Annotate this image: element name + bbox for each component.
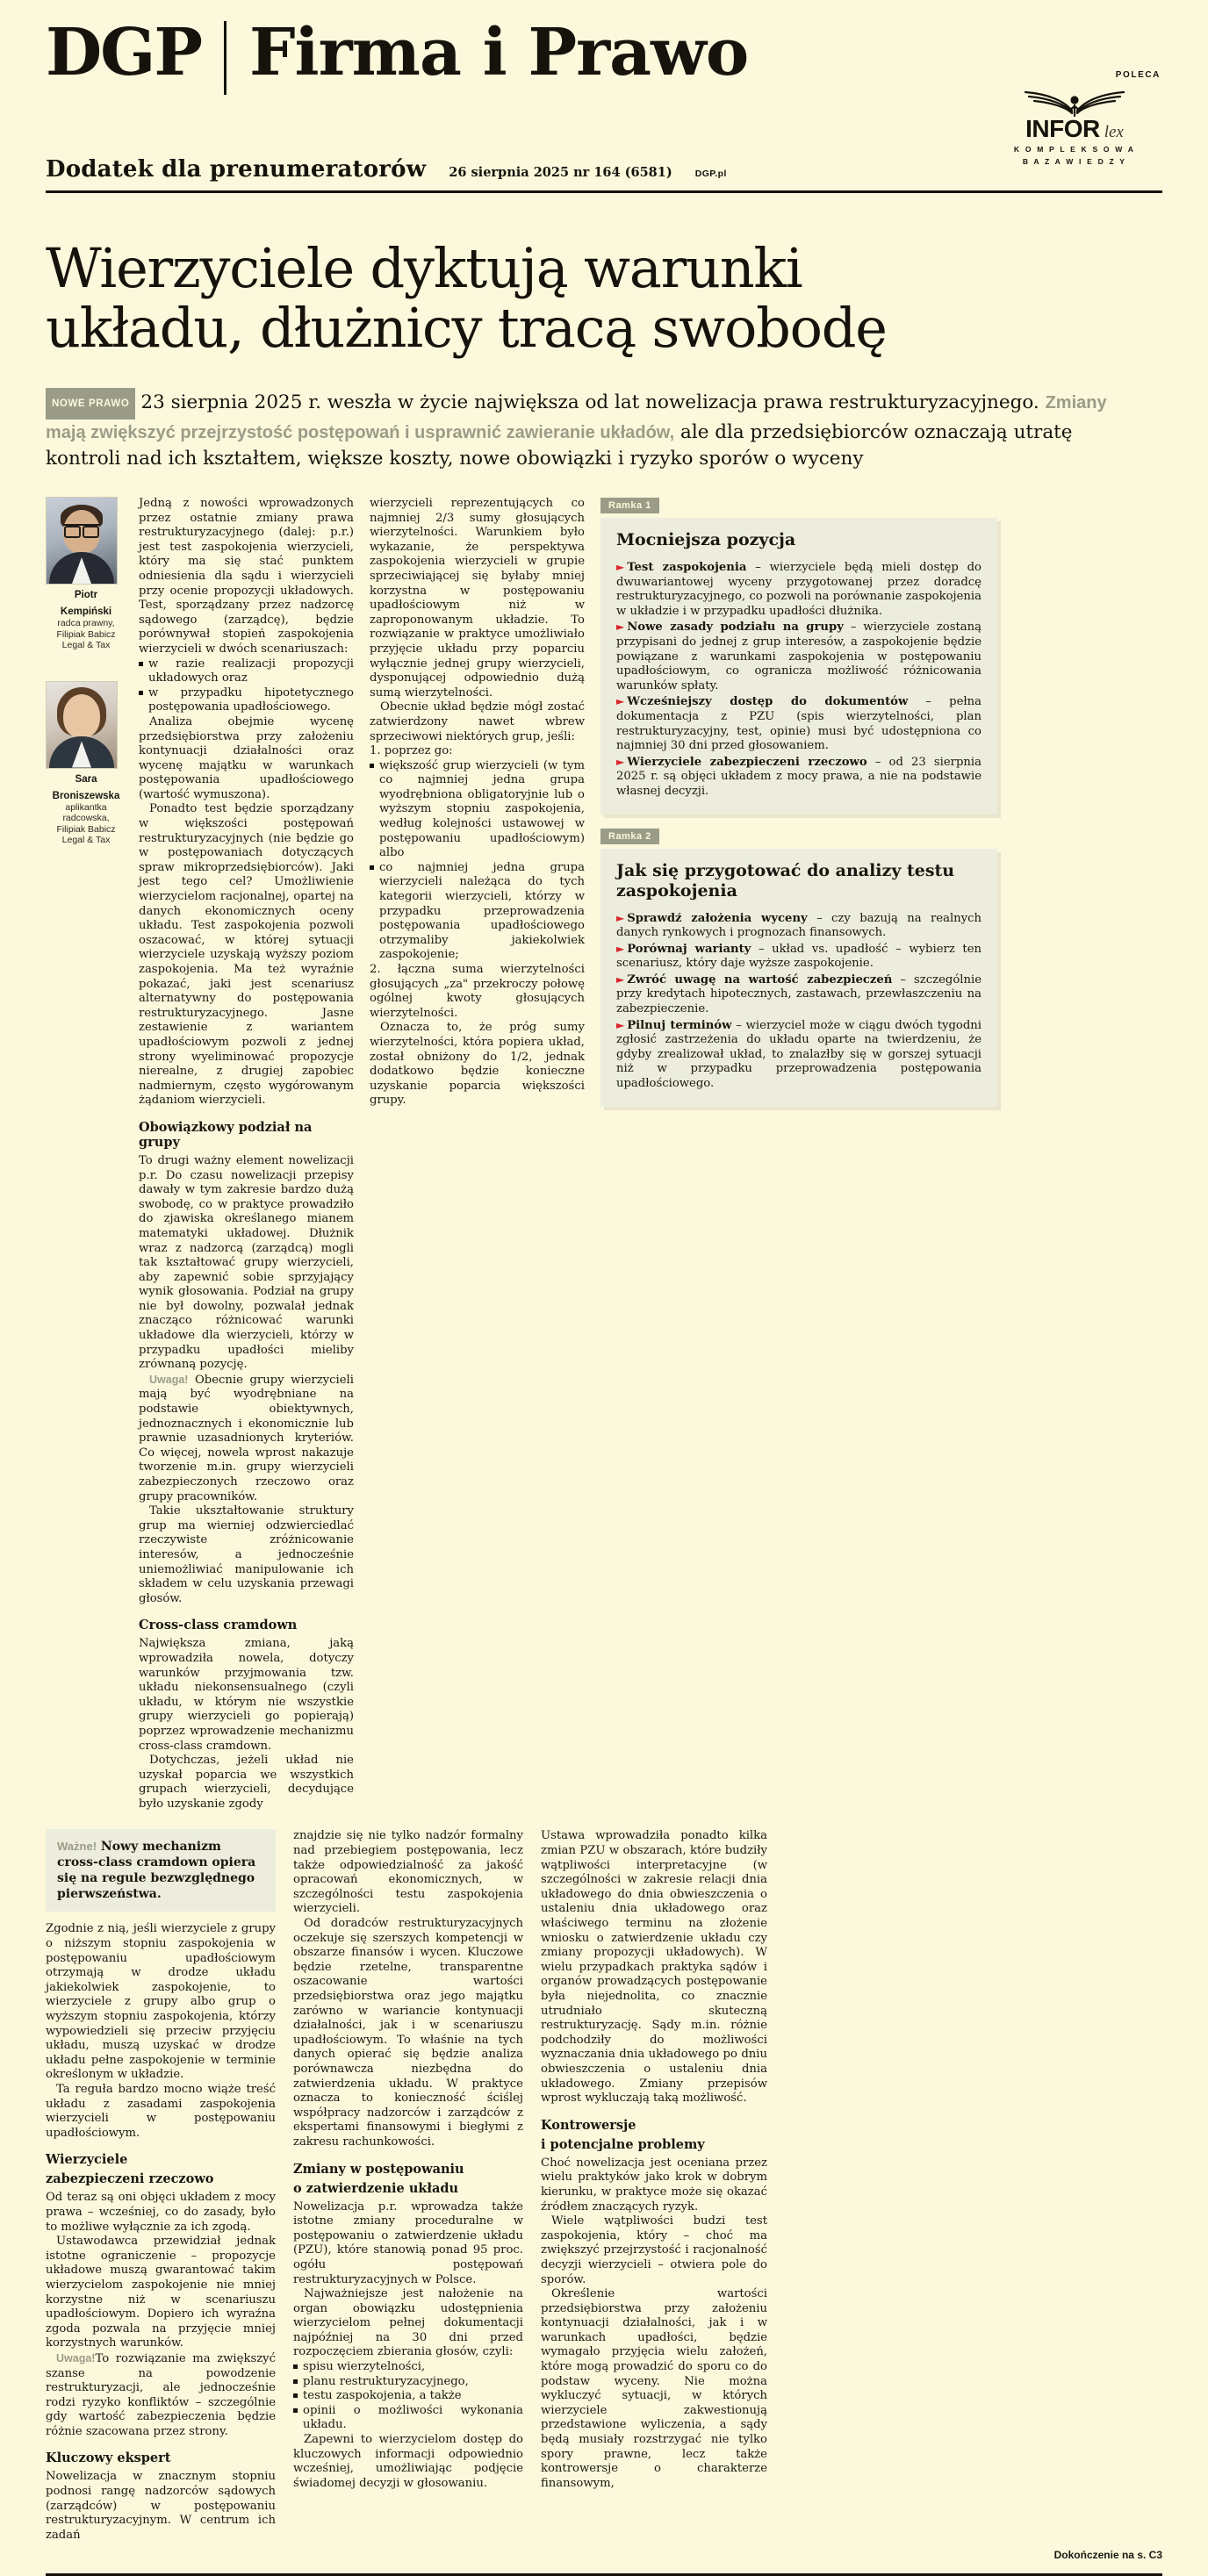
bullet-icon — [370, 764, 374, 768]
paragraph: Obecnie układ będzie mógł zostać zatwierdzony nawet wbrew sprzeciwowi niektórych grup, jeśli: — [370, 700, 585, 743]
section-heading-line2: zabezpieczeni rzeczowo — [46, 2171, 214, 2187]
box-item-text: – wierzyciele zostaną przypisani do jednej z grup interesów, a zaspokojenie będzie powiązane z warunkami zaspokojenia w postępowaniu upadłościowym, co ogranicza możliwość różnicowania warunków spłaty. — [616, 621, 982, 692]
arrow-right-icon: ► — [616, 911, 625, 924]
author-role-line2: Filipiak Babicz — [56, 628, 116, 640]
author-name-line2: Kempiński — [60, 606, 112, 617]
bottom-column-3 — [541, 1829, 767, 2543]
author-role-line1: aplikantka — [65, 801, 107, 813]
arrow-right-icon: ► — [616, 755, 625, 768]
paragraph: To drugi ważny element nowelizacji p.r. Do czasu nowelizacji przepisy dawały w tym zakresie bardzo dużą swobodę, co w praktyce prowadziło do zjawiska określanego mianem matematyki układowej. Dłużnik wraz z nadzorcą (zarządcą) mogli tak kształtować grupy wierzycieli, aby zapewnić sobie sprzyjający wynik głosowania. Podział na grupy nie był dowolny, pozwalał jednak znacząco różnicować warunki układowe dla wierzycieli, którzy w przypadku upadłości mieliby zrównaną pozycję. — [139, 1153, 354, 1372]
author-role-line3: Legal & Tax — [61, 640, 111, 650]
paragraph — [46, 2351, 276, 2440]
partner-name: INFOR — [1025, 115, 1100, 142]
list-item — [293, 2389, 523, 2404]
box-tag-ramka1: Ramka 1 — [600, 498, 659, 513]
author-name-line1: Sara — [75, 773, 97, 785]
arrow-right-icon: ► — [616, 1018, 625, 1031]
arrow-right-icon: ► — [616, 972, 625, 986]
section-heading: Kluczowy ekspert — [46, 2450, 171, 2466]
note-text: Obecnie grupy wierzycieli mają być wyodrębniane na podstawie obiektywnych, jednoznacznych i ekonomicznie lub prawnie uzasadnionych kryteriów. Co więcej, nowela wprost nakazuje tworzenie m.in. grupy wierzycieli zabezpieczonych rzeczowo oraz grupy pracowników. — [139, 1373, 354, 1503]
supplement-label: Dodatek dla prenumeratorów — [46, 156, 427, 183]
paragraph: Nowelizacja p.r. wprowadza także istotne zmiany proceduralne w postępowaniu o zatwierdzenie układu (PZU), które stanowią ponad 95 proc. ogółu postępowań restrukturyzacyjnych w Polsce. — [293, 2199, 523, 2286]
paragraph: Zapewni to wierzycielom dostęp do kluczowych informacji odpowiednio wcześniej, umożliwiając podjęcie świadomej decyzji w głosowaniu. — [293, 2433, 523, 2490]
paragraph: Od teraz są oni objęci układem z mocy prawa – wcześniej, co do zasady, było to możliwe wyłącznie za ich zgodą. — [46, 2191, 276, 2234]
box-item-text: – wierzyciel może w ciągu dwóch tygodni zgłosić zastrzeżenia do układu oparte na twierdzeniu, że gdyby zrealizował układ, to znalazłby się w gorszej sytuacji niż w przypadku przeprowadzenia postępowania upadłościowego. — [616, 1018, 982, 1091]
note-label: Uwaga! — [56, 2351, 96, 2364]
paragraph: Najważniejsze jest nałożenie na organ obowiązku udostępnienia wierzycielom pełnej dokumentacji najpóźniej na 30 dni przed rozpoczęciem zbierania głosów, czyli: — [293, 2287, 523, 2359]
arrow-right-icon: ► — [616, 942, 625, 955]
paragraph: Dotychczas, jeżeli układ nie uzyskał poparcia we wszystkich grupach wierzycieli, decydujące było uzyskanie zgody — [139, 1754, 354, 1811]
important-note-box — [46, 1829, 276, 1912]
bullet-icon — [293, 2364, 298, 2369]
paragraph: Oznacza to, że próg sumy wierzytelności, która popiera układ, został obniżony do 1/2, jednak dodatkowo będzie konieczne uzyskanie poparcia większości grupy. — [370, 1021, 585, 1108]
list-item-label: w razie realizacji propozycji układowych oraz — [148, 657, 354, 685]
paragraph: Ta reguła bardzo mocno wiąże treść układu z zasadami zaspokojenia wierzycieli w postępowaniu upadłościowym. — [46, 2083, 276, 2140]
list-item-label: opinii o możliwości wykonania układu. — [303, 2403, 523, 2432]
author-name-line1: Piotr — [74, 590, 98, 600]
poleca-label: POLECA — [1115, 70, 1161, 80]
lead-highlight: Zmiany mają zwiększyć przejrzystość postępowań i usprawnić zawieranie układów, — [46, 393, 1107, 442]
paragraph: Od doradców restrukturyzacyjnych oczekuje się szerszych kompetencji w obszarze finansów i wycen. Kluczowe będzie rzetelne, transparentne oszacowanie wartości przedsiębiorstwa oraz jego majątku zarówno w wariancie kontynuacji działalności, jak i w scenariuszu upadłościowym. To właśnie na tych danych opierać się będzie analiza porównawcza niezbędna do zatwierdzenia układu. W praktyce oznacza to konieczność ściślej współpracy nadzorców i zarządców z ekspertami finansowymi i biegłymi z zakresu rachunkowości. — [293, 1917, 523, 2149]
section-heading: Obowiązkowy podział na grupy — [139, 1119, 313, 1150]
partner-suffix: lex — [1104, 123, 1124, 141]
note-text: To rozwiązanie ma zwiększyć szanse na powodzenie restrukturyzacji, ale jednocześnie rodzi ryzyko konfliktów – szczególnie gdy wartość zabezpieczenia będzie różnie szacowana przez strony. — [46, 2351, 276, 2438]
masthead-divider — [224, 21, 226, 95]
list-item — [370, 861, 585, 963]
paragraph: znajdzie się nie tylko nadzór formalny nad przebiegiem postępowania, lecz także odpowiedzialność za jakość opracowań ekonomicznych, w szczególności testu zaspokojenia wierzycieli. — [293, 1829, 523, 1916]
box-item-title: Wierzyciele zabezpieczeni rzeczowo — [627, 755, 867, 769]
paragraph: Największa zmiana, jaką wprowadziła nowela, dotyczy warunków przyjmowania tzw. układu niekonsensualnego (czyli układu, w którym nie wszystkie grupy wierzycieli go popierają) poprzez wprowadzenie mechanizmu cross-class cramdown. — [139, 1637, 354, 1753]
box-item-title: Sprawdź założenia wyceny — [627, 911, 808, 925]
section-title: Firma i Prawo — [249, 15, 749, 90]
lead-part-2: ale dla przedsiębiorców oznaczają utratę kontroli nad ich kształtem, większe koszty, nowe obowiązki i ryzyko sporów o wyceny — [46, 421, 1073, 470]
box-item-text: – od 23 sierpnia 2025 r. są objęci układem z mocy prawa, a nie na podstawie własnej decyzji. — [616, 755, 982, 798]
masthead — [46, 0, 1162, 166]
partner-wordmark — [987, 117, 1162, 142]
bullet-icon — [139, 691, 143, 695]
author-name-line2: Broniszewska — [52, 790, 120, 801]
box-item — [616, 1018, 982, 1092]
list-item-label: testu zaspokojenia, a także — [303, 2389, 462, 2403]
box-item — [616, 911, 982, 941]
list-item — [139, 686, 354, 715]
avatar — [46, 497, 118, 585]
box-item-text: – czy bazują na realnych danych rynkowych i prognozach finansowych. — [616, 911, 982, 940]
continuation-note: Dokończenie na s. C3 — [1053, 2549, 1162, 2562]
paragraph: wierzycieli reprezentujących co najmniej 2/3 sumy głosujących wierzytelności. Warunkiem było wykazanie, że perspektywa zaspokojenia wierzycieli w grupie sprzeciwiającej się byłaby mniej korzystna w postępowaniu upadłościowym niż w zaproponowanym układzie. To rozwiązanie w praktyce umożliwiało przyjęcie układu przy poparciu wyłącznie jednej grupy wierzycieli, dysponującej odpowiednio dużą sumą wierzytelności. — [370, 497, 585, 700]
section-heading: Wierzyciele — [46, 2152, 128, 2168]
list-item — [293, 2375, 523, 2390]
partner-logo-block[interactable] — [987, 70, 1162, 167]
arrow-right-icon: ► — [616, 561, 625, 573]
list-item-label: planu restrukturyzacyjnego, — [303, 2374, 469, 2388]
bullet-icon — [293, 2379, 298, 2384]
paragraph: Zgodnie z nią, jeśli wierzyciele z grupy o niższym stopniu zaspokojenia w postępowaniu upadłościowym otrzymają w drodze układu jakiekolwiek zaspokojenie, to wierzyciele z grupy albo grup o wyższym stopniu zaspokojenia, którzy wypowiedzieli się przeciw przyjęciu układu, muszą uzyskać w drodze układu pełne zaspokojenie w terminie określonym w układzie. — [46, 1922, 276, 2082]
infor-wing-icon — [1022, 87, 1127, 117]
avatar — [46, 681, 118, 769]
paragraph — [139, 1373, 354, 1504]
box-item-title: Nowe zasady podziału na grupy — [627, 621, 844, 635]
status-badge: NOWE PRAWO — [46, 388, 135, 420]
note-label: Uwaga! — [149, 1373, 189, 1386]
box-item-title: Porównaj warianty — [627, 942, 751, 956]
bullet-icon — [370, 865, 374, 870]
bullet-icon — [139, 662, 143, 666]
paragraph: Choć nowelizacja jest oceniana przez wielu praktyków jako krok w dobrym kierunku, w praktyce może się okazać źródłem znaczących ryzyk. — [541, 2156, 767, 2214]
sidebar-boxes — [600, 497, 997, 1812]
author-role-line2: radcowska, — [62, 813, 110, 823]
brand-logo-dgp[interactable]: DGP — [46, 15, 202, 90]
list-item — [293, 2360, 523, 2375]
box-title: Mocniejsza pozycja — [616, 530, 796, 549]
bottom-columns — [46, 1829, 1162, 2543]
box-item — [616, 942, 982, 972]
bottom-column-2 — [293, 1829, 541, 2543]
section-heading: Cross-class cramdown — [139, 1618, 298, 1633]
box-tag-ramka2: Ramka 2 — [600, 829, 659, 844]
info-box-1 — [600, 518, 997, 814]
article-column-1 — [139, 497, 370, 1812]
box-item — [616, 755, 982, 800]
partner-tagline-line1: K O M P L E K S O W A — [1013, 145, 1136, 154]
important-text: Nowy mechanizm cross-class cramdown opiera się na regule bezwzględnego pierwszeństwa. — [57, 1840, 256, 1902]
box-item-title: Pilnuj terminów — [627, 1018, 732, 1032]
paragraph: Nowelizacja w znacznym stopniu podnosi rangę nadzorców sądowych (zarządców) w postępowaniu restrukturyzacyjnym. W centrum ich zadań — [46, 2470, 276, 2542]
list-item — [293, 2404, 523, 2433]
list-item-label: spisu wierzytelności, — [303, 2360, 426, 2374]
lead-paragraph — [46, 388, 1139, 472]
paragraph: Ustawa wprowadziła ponadto kilka zmian PZU w obszarach, które budziły wątpliwości interpretacyjne (w szczególności w zakresie relacji dnia układowego do dnia obwieszczenia o ustaleniu dnia układowego oraz właściwego terminu na złożenie wniosku o zatwierdzenie układu czy zmiany propozycji układowych). W wielu przypadkach praktyka sądów i organów prowadzących postępowanie była niejednolita, co znacznie utrudniało skuteczną restrukturyzację. Sądy m.in. różnie podchodziły do możliwości wyznaczania dnia układowego po dniu obwieszczenia o ustaleniu dnia układowego. Zmiany przepisów wprost wykluczają taką możliwość. — [541, 1829, 767, 2106]
box-item — [616, 972, 982, 1017]
bottom-column-1 — [46, 1829, 293, 2543]
info-box-2 — [600, 849, 997, 1107]
box-item-text: – układ vs. upadłość – wybierz ten scenariusz, który daje wyższe zaspokojenie. — [616, 942, 982, 971]
bullet-icon — [293, 2393, 298, 2398]
paragraph: 2. łączna suma wierzytelności głosujących „za" przekroczy połowę ogólnej kwoty głosujących wierzytelności. — [370, 963, 585, 1020]
section-heading-line2: i potencjalne problemy — [541, 2136, 705, 2152]
lead-part-1: 23 sierpnia 2025 r. weszła w życie największa od lat nowelizacja prawa restrukturyzacyjnego. — [140, 391, 1039, 413]
paragraph: Takie ukształtowanie struktury grup ma wierniej odzwierciedlać rzeczywiste zróżnicowanie interesów, a jednocześnie uniemożliwiać manipulowanie ich składem w celu uzyskania przewagi głosów. — [139, 1504, 354, 1605]
important-label: Ważne! — [57, 1840, 97, 1854]
box-item — [616, 694, 982, 753]
bullet-icon — [293, 2408, 298, 2413]
page-title: Wierzyciele dyktują warunki układu, dłużnicy tracą swobodę — [46, 236, 887, 360]
paragraph: Ustawodawca przewidział jednak istotne ograniczenie – propozycje układowe muszą gwarantować takim wierzycielom zaspokojenie nie mniej korzystne niż w scenariuszu upadłościowym. Dopiero ich wyraźna zgoda pozwala na przyjęcie mniej korzystnych warunków. — [46, 2235, 276, 2350]
box-item-text: – pełna dokumentacja z PZU (spis wierzytelności, plan restrukturyzacyjny, test, opinie) musi być udostępniona co najmniej 30 dni przed głosowaniem. — [616, 695, 982, 753]
author-role-line3: Filipiak Babicz — [56, 823, 116, 835]
article-column-2 — [370, 497, 600, 1812]
author-rail — [46, 497, 139, 1812]
paragraph: Jedną z nowości wprowadzonych przez ostatnie zmiany prawa restrukturyzacyjnego (dalej: p.r.) jest test zaspokojenia wierzycieli, który ma się stać punktem odniesienia dla sądu i wierzycieli przy ocenie propozycji układowych. Test, sporządzany przez nadzorcę sądowego (zarządcę), będzie porównywał stopień zaspokojenia wierzycieli w dwóch scenariuszach: — [139, 497, 354, 656]
author-card — [46, 681, 126, 846]
box-item — [616, 560, 982, 619]
arrow-right-icon: ► — [616, 621, 625, 634]
masthead-rule — [46, 190, 1162, 193]
paragraph: Wiele wątpliwości budzi test zaspokojenia, który – choć ma zwiększyć przejrzystość i racjonalność decyzji wierzycieli – otwiera pole do sporów. — [541, 2214, 767, 2286]
list-item — [370, 759, 585, 861]
section-heading-line2: o zatwierdzenie układu — [293, 2180, 459, 2196]
box-item-text: – szczególnie przy kredytach hipotecznych, zastawach, przewłaszczeniu na zabezpieczenie. — [616, 972, 982, 1016]
paragraph: Określenie wartości przedsiębiorstwa przy założeniu kontynuacji działalności, jak i w warunkach upadłości, będzie wymagało przyjęcia wielu założeń, które mogą prowadzić do sporu co do podstaw wyceny. Nie można wykluczyć sytuacji, w których wierzyciele zakwestionują przedstawione wyliczenia, a sądy będą musiały rozstrzygać nie tylko spory prawne, lecz także kontrowersje o charakterze finansowym, — [541, 2287, 767, 2490]
box-item-title: Zwróć uwagę na wartość zabezpieczeń — [627, 972, 893, 987]
paragraph: 1. poprzez go: — [370, 744, 453, 758]
site-url[interactable]: DGP.pl — [694, 169, 727, 179]
list-item — [139, 657, 354, 686]
list-item-label: w przypadku hipotetycznego postępowania upadłościowego. — [148, 685, 354, 714]
author-card — [46, 497, 126, 651]
author-role-line4: Legal & Tax — [61, 835, 111, 845]
author-rail-spacer — [46, 651, 126, 681]
box-item-title: Wcześniejszy dostęp do dokumentów — [627, 695, 909, 709]
partner-tagline-line2: B A Z A W I E D Z Y — [1022, 157, 1127, 166]
box-title: Jak się przygotować do analizy testu zaspokojenia — [616, 860, 955, 901]
arrow-right-icon: ► — [616, 695, 625, 708]
box-item-title: Test zaspokojenia — [627, 561, 747, 574]
list-item-label: większość grup wierzycieli (w tym co najmniej jedna grupa wyodrębniona obligatoryjnie lub o wyższym stopniu zaspokojenia, według kolejności ustawowej w postępowaniu upadłościowym) albo — [379, 758, 585, 860]
box-item — [616, 620, 982, 693]
section-heading: Zmiany w postępowaniu — [293, 2161, 464, 2177]
box-item-text: – wierzyciele będą mieli dostęp do dwuwariantowej wyceny przygotowanej przez doradcę restrukturyzacyjnego, co pozwoli na porównanie zaspokojenia w układzie i w przypadku upadłości dłużnika. — [616, 561, 982, 618]
author-role-line1: radca prawny, — [57, 618, 115, 628]
section-heading: Kontrowersje — [541, 2117, 636, 2133]
paragraph: Ponadto test będzie sporządzany w większości postępowań restrukturyzacyjnych (nie będzie go w postępowaniach dotyczących spraw mikroprzedsiębiorców). Jaki jest tego cel? Umożliwienie wierzycielom racjonalnej, opartej na danych ekonomicznych oceny układu. Test zaspokojenia pozwoli oszacować, w której sytuacji wierzyciele uzyskają wyższy poziom zaspokojenia. Ma też wyraźnie pokazać, jaki jest scenariusz alternatywny do postępowania restrukturyzacyjnego. Jasne zestawienie z wariantem upadłościowym pozwoli z jednej strony wyeliminować propozycje nierealne, z drugiej zapobiec nadmiernym, często wygórowanym żądaniom wierzycieli. — [139, 802, 354, 1108]
important-note — [57, 1839, 264, 1902]
paragraph: Analiza obejmie wycenę przedsiębiorstwa przy założeniu kontynuacji działalności oraz wycenę majątku w warunkach postępowania upadłościowego (wartość wymuszona). — [139, 714, 354, 801]
list-item-label: co najmniej jedna grupa wierzycieli należąca do tych kategorii wierzycieli, którzy w przypadku przeprowadzenia postępowania upadłościowego otrzymaliby jakiekolwiek zaspokojenie; — [379, 860, 585, 962]
issue-info: 26 sierpnia 2025 nr 164 (6581) — [449, 165, 672, 180]
main-columns — [46, 497, 1162, 1812]
